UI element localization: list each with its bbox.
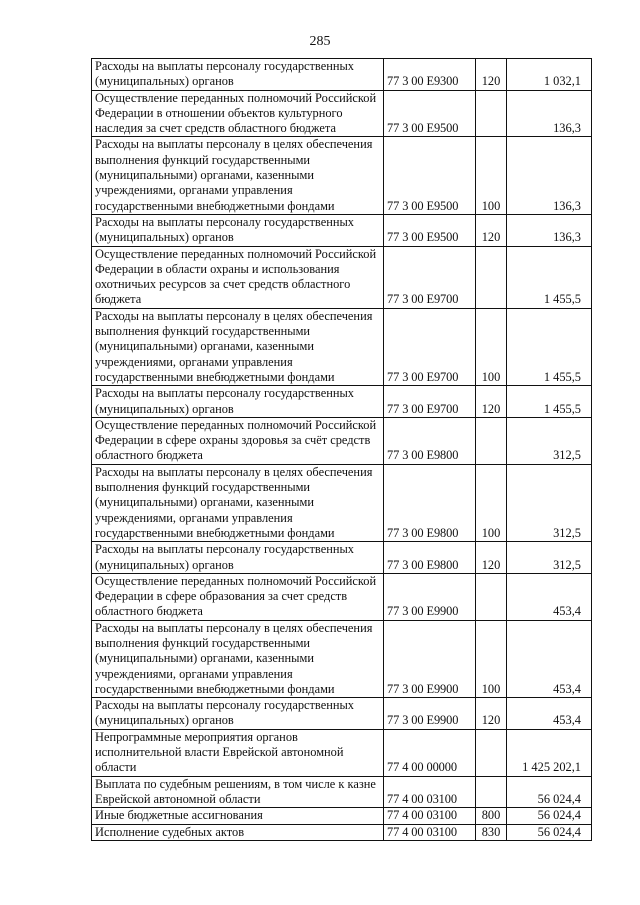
row-expense-type: 120 <box>476 386 507 418</box>
row-expense-type <box>476 729 507 776</box>
row-name: Расходы на выплаты персоналу государственных (муниципальных) органов <box>92 542 384 574</box>
row-sum: 136,3 <box>507 137 592 214</box>
row-code: 77 4 00 00000 <box>384 729 476 776</box>
row-name: Расходы на выплаты персоналу государственных (муниципальных) органов <box>92 698 384 730</box>
budget-table <box>91 58 592 841</box>
row-code: 77 3 00 E9700 <box>384 246 476 308</box>
row-expense-type: 800 <box>476 808 507 824</box>
row-code: 77 4 00 03100 <box>384 776 476 808</box>
row-sum: 1 455,5 <box>507 308 592 385</box>
row-expense-type: 120 <box>476 698 507 730</box>
row-name: Расходы на выплаты персоналу государственных (муниципальных) органов <box>92 214 384 246</box>
row-sum: 1 425 202,1 <box>507 729 592 776</box>
budget-table-body <box>92 59 592 841</box>
table-row <box>92 776 592 808</box>
row-expense-type: 120 <box>476 59 507 91</box>
row-code: 77 4 00 03100 <box>384 808 476 824</box>
row-sum: 56 024,4 <box>507 824 592 840</box>
row-expense-type: 100 <box>476 620 507 697</box>
row-code: 77 3 00 E9800 <box>384 464 476 541</box>
row-code: 77 3 00 E9800 <box>384 417 476 464</box>
row-sum: 1 455,5 <box>507 246 592 308</box>
row-code: 77 3 00 E9700 <box>384 386 476 418</box>
table-row <box>92 824 592 840</box>
row-sum: 453,4 <box>507 573 592 620</box>
row-expense-type: 100 <box>476 464 507 541</box>
row-name: Осуществление переданных полномочий Российской Федерации в сфере образования за счет средств областного бюджета <box>92 573 384 620</box>
row-sum: 1 455,5 <box>507 386 592 418</box>
row-sum: 136,3 <box>507 214 592 246</box>
table-row <box>92 620 592 697</box>
table-row <box>92 59 592 91</box>
row-name: Осуществление переданных полномочий Российской Федерации в отношении объектов культурного наследия за счет средств областного бюджета <box>92 90 384 137</box>
row-expense-type <box>476 776 507 808</box>
row-sum: 136,3 <box>507 90 592 137</box>
table-row <box>92 808 592 824</box>
row-code: 77 3 00 E9900 <box>384 620 476 697</box>
row-code: 77 3 00 E9500 <box>384 137 476 214</box>
row-expense-type: 830 <box>476 824 507 840</box>
row-sum: 312,5 <box>507 417 592 464</box>
row-code: 77 3 00 E9700 <box>384 308 476 385</box>
table-row <box>92 137 592 214</box>
table-row <box>92 698 592 730</box>
row-expense-type <box>476 90 507 137</box>
table-row <box>92 214 592 246</box>
row-name: Выплата по судебным решениям, в том числе к казне Еврейской автономной области <box>92 776 384 808</box>
row-code: 77 3 00 E9800 <box>384 542 476 574</box>
table-row <box>92 417 592 464</box>
row-expense-type: 100 <box>476 137 507 214</box>
row-sum: 1 032,1 <box>507 59 592 91</box>
row-name: Расходы на выплаты персоналу в целях обеспечения выполнения функций государственными (муниципальными) органами, казенными учреждениями, органами управления государственными внебюджетными фондами <box>92 620 384 697</box>
row-expense-type <box>476 573 507 620</box>
row-code: 77 4 00 03100 <box>384 824 476 840</box>
row-code: 77 3 00 E9500 <box>384 214 476 246</box>
row-name: Иные бюджетные ассигнования <box>92 808 384 824</box>
row-expense-type <box>476 246 507 308</box>
row-expense-type: 120 <box>476 542 507 574</box>
row-sum: 453,4 <box>507 620 592 697</box>
table-row <box>92 573 592 620</box>
row-code: 77 3 00 E9500 <box>384 90 476 137</box>
row-name: Осуществление переданных полномочий Российской Федерации в сфере охраны здоровья за счёт средств областного бюджета <box>92 417 384 464</box>
table-row <box>92 464 592 541</box>
row-name: Осуществление переданных полномочий Российской Федерации в области охраны и использования охотничьих ресурсов за счет средств областного бюджета <box>92 246 384 308</box>
table-row <box>92 729 592 776</box>
row-name: Расходы на выплаты персоналу государственных (муниципальных) органов <box>92 386 384 418</box>
row-name: Расходы на выплаты персоналу в целях обеспечения выполнения функций государственными (муниципальными) органами, казенными учреждениями, органами управления государственными внебюджетными фондами <box>92 464 384 541</box>
row-sum: 312,5 <box>507 542 592 574</box>
row-name: Расходы на выплаты персоналу в целях обеспечения выполнения функций государственными (муниципальными) органами, казенными учреждениями, органами управления государственными внебюджетными фондами <box>92 137 384 214</box>
row-code: 77 3 00 E9900 <box>384 698 476 730</box>
table-row <box>92 386 592 418</box>
row-name: Исполнение судебных актов <box>92 824 384 840</box>
table-row <box>92 542 592 574</box>
table-row <box>92 90 592 137</box>
page-number: 285 <box>309 34 331 49</box>
row-code: 77 3 00 E9900 <box>384 573 476 620</box>
table-row <box>92 246 592 308</box>
row-expense-type <box>476 417 507 464</box>
row-name: Непрограммные мероприятия органов исполнительной власти Еврейской автономной области <box>92 729 384 776</box>
row-expense-type: 100 <box>476 308 507 385</box>
row-expense-type: 120 <box>476 214 507 246</box>
row-sum: 453,4 <box>507 698 592 730</box>
row-name: Расходы на выплаты персоналу государственных (муниципальных) органов <box>92 59 384 91</box>
row-sum: 56 024,4 <box>507 776 592 808</box>
row-code: 77 3 00 E9300 <box>384 59 476 91</box>
table-row <box>92 308 592 385</box>
row-sum: 312,5 <box>507 464 592 541</box>
row-sum: 56 024,4 <box>507 808 592 824</box>
row-name: Расходы на выплаты персоналу в целях обеспечения выполнения функций государственными (муниципальными) органами, казенными учреждениями, органами управления государственными внебюджетными фондами <box>92 308 384 385</box>
